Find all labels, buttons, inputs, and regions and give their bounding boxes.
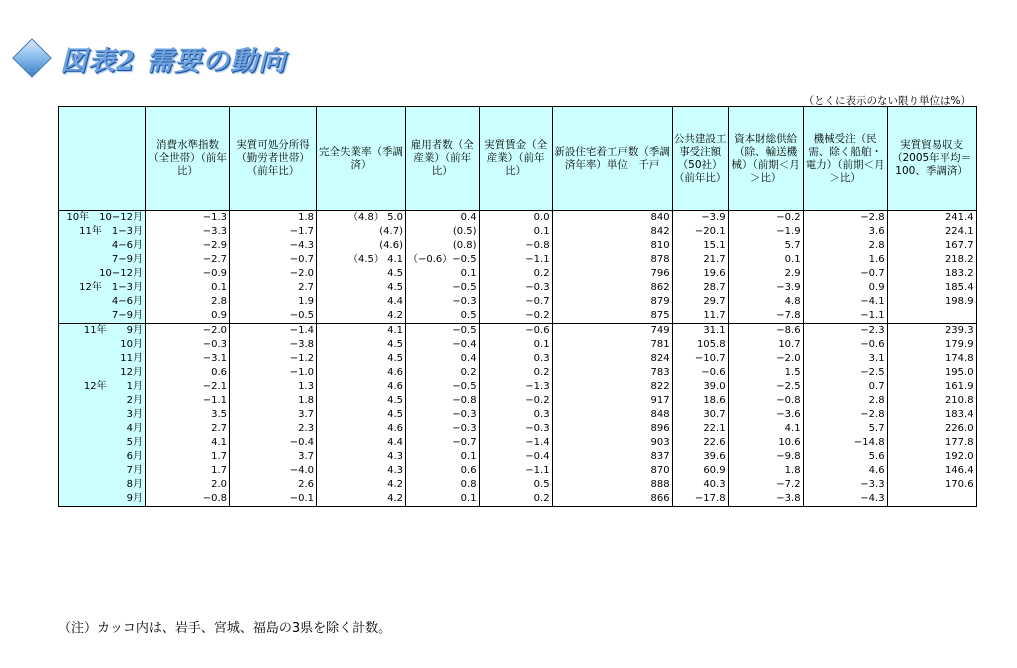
row-label: 4−6月 [59, 239, 146, 253]
table-cell: −8.6 [728, 324, 803, 339]
table-cell: 218.2 [887, 253, 976, 267]
table-cell: 30.7 [672, 408, 728, 422]
table-cell: 179.9 [887, 338, 976, 352]
table-cell: −0.6 [672, 366, 728, 380]
table-cell: 796 [552, 267, 672, 281]
column-header: 雇用者数（全産業）（前年比） [406, 107, 480, 211]
quarterly-body [59, 211, 977, 324]
table-cell: −2.0 [230, 267, 317, 281]
table-cell: 10.6 [728, 436, 803, 450]
table-cell: 2.3 [230, 422, 317, 436]
table-cell: −4.0 [230, 464, 317, 478]
table-cell: −0.7 [230, 253, 317, 267]
table-cell: −0.9 [146, 267, 230, 281]
table-cell: 3.5 [146, 408, 230, 422]
table-cell: 862 [552, 281, 672, 295]
table-cell: 840 [552, 211, 672, 226]
table-row [59, 366, 977, 380]
table-cell: 749 [552, 324, 672, 339]
table-cell: 783 [552, 366, 672, 380]
table-cell: 4.5 [317, 352, 406, 366]
table-cell: −0.4 [230, 436, 317, 450]
table-cell: −4.3 [230, 239, 317, 253]
table-cell: −2.1 [146, 380, 230, 394]
table-cell: 4.4 [317, 436, 406, 450]
table-cell: −1.2 [230, 352, 317, 366]
table-cell: 0.4 [406, 211, 480, 226]
table-cell: 810 [552, 239, 672, 253]
table-cell: −0.5 [406, 380, 480, 394]
column-header: 実質可処分所得（勤労者世帯）（前年比） [230, 107, 317, 211]
table-cell: 2.8 [803, 394, 887, 408]
table-row [59, 211, 977, 226]
table-row [59, 281, 977, 295]
table-cell: 22.1 [672, 422, 728, 436]
table-cell: 18.6 [672, 394, 728, 408]
table-cell: −1.4 [230, 324, 317, 339]
table-cell: 198.9 [887, 295, 976, 309]
table-cell: 2.7 [230, 281, 317, 295]
table-cell: 3.6 [803, 225, 887, 239]
table-cell: −0.8 [146, 492, 230, 507]
table-cell: −1.1 [479, 464, 552, 478]
table-cell: 4.4 [317, 295, 406, 309]
table-cell: 4.5 [317, 394, 406, 408]
diamond-icon [12, 38, 52, 78]
table-cell: 174.8 [887, 352, 976, 366]
column-header: 公共建設工事受注額（50社）（前年比） [672, 107, 728, 211]
table-cell: −1.1 [146, 394, 230, 408]
table-cell: 3.1 [803, 352, 887, 366]
table-cell: (0.5) [406, 225, 480, 239]
table-cell: 0.3 [479, 408, 552, 422]
monthly-body [59, 324, 977, 507]
header-corner [59, 107, 146, 211]
table-cell: 239.3 [887, 324, 976, 339]
table-cell: −0.6 [803, 338, 887, 352]
table-cell: 2.8 [803, 239, 887, 253]
table-cell: −2.8 [803, 408, 887, 422]
table-cell: −0.4 [406, 338, 480, 352]
table-cell: 0.6 [146, 366, 230, 380]
table-row [59, 450, 977, 464]
column-header: 新設住宅着工戸数（季調済年率）単位 千戸 [552, 107, 672, 211]
table-cell: 0.5 [479, 478, 552, 492]
table-cell: −1.0 [230, 366, 317, 380]
row-label: 7−9月 [59, 253, 146, 267]
table-cell: 19.6 [672, 267, 728, 281]
table-cell: 1.7 [146, 450, 230, 464]
table-cell: 4.1 [728, 422, 803, 436]
table-cell: 39.0 [672, 380, 728, 394]
table-cell: 146.4 [887, 464, 976, 478]
table-cell: 226.0 [887, 422, 976, 436]
table-cell: −0.5 [406, 324, 480, 339]
table-cell: −0.1 [230, 492, 317, 507]
row-label: 10年 10−12月 [59, 211, 146, 226]
table-cell: −1.3 [146, 211, 230, 226]
demand-table [58, 106, 977, 507]
table-cell: 185.4 [887, 281, 976, 295]
page-title: 図表2 需要の動向 [60, 45, 287, 77]
table-cell: 210.8 [887, 394, 976, 408]
table-cell: 39.6 [672, 450, 728, 464]
table-cell: −4.3 [803, 492, 887, 507]
table-cell: 0.1 [406, 492, 480, 507]
footnote: （注）カッコ内は、岩手、宮城、福島の3県を除く計数。 [58, 621, 392, 636]
table-cell: 0.0 [479, 211, 552, 226]
table-cell: −0.4 [479, 450, 552, 464]
table-cell: 0.1 [479, 225, 552, 239]
table-cell: 224.1 [887, 225, 976, 239]
row-label: 3月 [59, 408, 146, 422]
table-cell: −9.8 [728, 450, 803, 464]
table-cell: 22.6 [672, 436, 728, 450]
table-cell: （4.8） 5.0 [317, 211, 406, 226]
table-cell: （4.5） 4.1 [317, 253, 406, 267]
table-cell: 4.5 [317, 408, 406, 422]
table-cell: 0.2 [479, 366, 552, 380]
table-cell: −2.3 [803, 324, 887, 339]
table-cell: 183.2 [887, 267, 976, 281]
table-cell: 896 [552, 422, 672, 436]
table-row [59, 239, 977, 253]
row-label: 6月 [59, 450, 146, 464]
column-header: 完全失業率（季調済） [317, 107, 406, 211]
table-cell: 4.6 [317, 422, 406, 436]
table-cell: 4.6 [803, 464, 887, 478]
table-cell: −2.8 [803, 211, 887, 226]
table-cell: 4.1 [317, 324, 406, 339]
row-label: 7−9月 [59, 309, 146, 324]
table-cell: 0.4 [406, 352, 480, 366]
table-cell: −0.5 [406, 281, 480, 295]
row-label: 11年 9月 [59, 324, 146, 339]
row-label: 12年 1−3月 [59, 281, 146, 295]
table-cell: −3.8 [230, 338, 317, 352]
column-header: 消費水準指数（全世帯）（前年比） [146, 107, 230, 211]
table-cell: 888 [552, 478, 672, 492]
table-cell: 4.6 [317, 380, 406, 394]
table-cell: −20.1 [672, 225, 728, 239]
table-cell: −0.8 [728, 394, 803, 408]
table-cell: 4.5 [317, 338, 406, 352]
table-cell: −7.2 [728, 478, 803, 492]
table-cell: −0.3 [479, 422, 552, 436]
table-row [59, 253, 977, 267]
table-cell: −2.5 [728, 380, 803, 394]
table-cell: 2.8 [146, 295, 230, 309]
table-cell: 192.0 [887, 450, 976, 464]
column-header: 実質貿易収支（2005年平均＝100、季調済） [887, 107, 976, 211]
table-cell: 0.9 [146, 309, 230, 324]
table-cell: −1.9 [728, 225, 803, 239]
table-row [59, 267, 977, 281]
table-cell: 4.2 [317, 478, 406, 492]
table-cell: 0.1 [728, 253, 803, 267]
table-row [59, 380, 977, 394]
table-cell: −0.3 [146, 338, 230, 352]
table-cell: −3.6 [728, 408, 803, 422]
table-cell: −3.8 [728, 492, 803, 507]
table-cell: −0.7 [803, 267, 887, 281]
table-cell [887, 492, 976, 507]
row-label: 10月 [59, 338, 146, 352]
table-cell: 15.1 [672, 239, 728, 253]
table-cell: −17.8 [672, 492, 728, 507]
table-cell: 31.1 [672, 324, 728, 339]
table-cell: 11.7 [672, 309, 728, 324]
table-cell: 0.7 [803, 380, 887, 394]
table-cell: −0.2 [479, 309, 552, 324]
table-cell: 10.7 [728, 338, 803, 352]
table-cell: −0.3 [406, 422, 480, 436]
row-label: 7月 [59, 464, 146, 478]
table-cell: 4.2 [317, 492, 406, 507]
table-cell: 195.0 [887, 366, 976, 380]
row-label: 4−6月 [59, 295, 146, 309]
table-cell: 0.9 [803, 281, 887, 295]
row-label: 4月 [59, 422, 146, 436]
table-cell: 917 [552, 394, 672, 408]
table-cell: −0.3 [406, 295, 480, 309]
row-label: 8月 [59, 478, 146, 492]
table-cell: 2.7 [146, 422, 230, 436]
table-cell: −3.1 [146, 352, 230, 366]
table-cell: 21.7 [672, 253, 728, 267]
table-cell: 878 [552, 253, 672, 267]
table-cell: −1.4 [479, 436, 552, 450]
table-cell: 2.6 [230, 478, 317, 492]
table-cell: 1.8 [230, 211, 317, 226]
table-cell: −0.3 [479, 281, 552, 295]
row-label: 2月 [59, 394, 146, 408]
table-cell: 870 [552, 464, 672, 478]
table-cell: 241.4 [887, 211, 976, 226]
table-cell: 0.8 [406, 478, 480, 492]
table-cell: 0.1 [479, 338, 552, 352]
column-header: 実質賃金（全産業）（前年比） [479, 107, 552, 211]
row-label: 10−12月 [59, 267, 146, 281]
table-row [59, 394, 977, 408]
table-cell: 866 [552, 492, 672, 507]
table-cell: −0.7 [406, 436, 480, 450]
table-cell: 1.7 [146, 464, 230, 478]
table-cell: −1.7 [230, 225, 317, 239]
table-cell: −2.0 [728, 352, 803, 366]
table-row [59, 408, 977, 422]
table-cell: 4.6 [317, 366, 406, 380]
unit-note: （とくに表示のない限り単位は%） [803, 95, 971, 107]
table-cell: 0.1 [406, 267, 480, 281]
page-title-block [14, 38, 286, 78]
table-row [59, 338, 977, 352]
table-cell: −10.7 [672, 352, 728, 366]
table-cell: −0.5 [230, 309, 317, 324]
table-cell: −2.0 [146, 324, 230, 339]
table-cell: −2.9 [146, 239, 230, 253]
table-cell: −14.8 [803, 436, 887, 450]
table-cell: −1.1 [803, 309, 887, 324]
column-header: 資本財総供給（除、輸送機械）（前期＜月＞比） [728, 107, 803, 211]
table-cell: 5.6 [803, 450, 887, 464]
table-cell: 1.6 [803, 253, 887, 267]
table-cell: 1.3 [230, 380, 317, 394]
table-cell: 3.7 [230, 450, 317, 464]
table-cell: 848 [552, 408, 672, 422]
table-cell: −0.8 [479, 239, 552, 253]
table-cell: 781 [552, 338, 672, 352]
table-cell: 4.2 [317, 309, 406, 324]
table-cell: −7.8 [728, 309, 803, 324]
table-row [59, 464, 977, 478]
table-row [59, 492, 977, 507]
table-cell: −0.2 [728, 211, 803, 226]
row-label: 12月 [59, 366, 146, 380]
table-cell: 0.2 [406, 366, 480, 380]
table-cell: 183.4 [887, 408, 976, 422]
table-cell: −1.1 [479, 253, 552, 267]
table-cell: （−0.6）−0.5 [406, 253, 480, 267]
table-row [59, 324, 977, 339]
table-cell: −3.9 [672, 211, 728, 226]
table-row [59, 309, 977, 324]
table-cell: 1.5 [728, 366, 803, 380]
row-label: 11年 1−3月 [59, 225, 146, 239]
table-cell: 842 [552, 225, 672, 239]
table-cell: 0.6 [406, 464, 480, 478]
row-label: 5月 [59, 436, 146, 450]
table-row [59, 295, 977, 309]
table-cell: 4.1 [146, 436, 230, 450]
table-cell: 0.2 [479, 492, 552, 507]
table-cell: −0.3 [406, 408, 480, 422]
table-cell: (4.7) [317, 225, 406, 239]
table-cell: 0.3 [479, 352, 552, 366]
table-row [59, 225, 977, 239]
table-cell: −4.1 [803, 295, 887, 309]
table-cell: 29.7 [672, 295, 728, 309]
table-cell: 875 [552, 309, 672, 324]
table-row [59, 352, 977, 366]
table-cell: −1.3 [479, 380, 552, 394]
table-cell: −2.5 [803, 366, 887, 380]
header-row [59, 107, 977, 211]
table-cell: 4.3 [317, 464, 406, 478]
table-cell: 3.7 [230, 408, 317, 422]
table-cell: −3.3 [803, 478, 887, 492]
table-cell: 1.8 [728, 464, 803, 478]
row-label: 12年 1月 [59, 380, 146, 394]
table-cell: 0.1 [406, 450, 480, 464]
table-cell: 2.9 [728, 267, 803, 281]
table-cell: −0.6 [479, 324, 552, 339]
table-row [59, 478, 977, 492]
table-cell: 822 [552, 380, 672, 394]
table-cell: 28.7 [672, 281, 728, 295]
table-cell: 177.8 [887, 436, 976, 450]
row-label: 9月 [59, 492, 146, 507]
table-cell: 0.5 [406, 309, 480, 324]
table-cell: −3.3 [146, 225, 230, 239]
table-cell: −0.8 [406, 394, 480, 408]
table-cell [887, 309, 976, 324]
table-cell: 170.6 [887, 478, 976, 492]
table-cell: 2.0 [146, 478, 230, 492]
table-cell: 837 [552, 450, 672, 464]
table-cell: 161.9 [887, 380, 976, 394]
table-cell: (0.8) [406, 239, 480, 253]
table-cell: 879 [552, 295, 672, 309]
table-cell: 105.8 [672, 338, 728, 352]
table-cell: 4.5 [317, 267, 406, 281]
table-cell: 1.8 [230, 394, 317, 408]
table-cell: 60.9 [672, 464, 728, 478]
table-cell: 824 [552, 352, 672, 366]
table-cell: −0.7 [479, 295, 552, 309]
table-cell: 4.3 [317, 450, 406, 464]
table-cell: 4.8 [728, 295, 803, 309]
table-cell: 167.7 [887, 239, 976, 253]
table-cell: 1.9 [230, 295, 317, 309]
table-row [59, 422, 977, 436]
table-cell: −0.2 [479, 394, 552, 408]
table-cell: 5.7 [728, 239, 803, 253]
table-cell: (4.6) [317, 239, 406, 253]
table-cell: 903 [552, 436, 672, 450]
table-cell: 5.7 [803, 422, 887, 436]
table-cell: −2.7 [146, 253, 230, 267]
table-cell: 4.5 [317, 281, 406, 295]
column-header: 機械受注（民需、除く船舶・電力）（前期＜月＞比） [803, 107, 887, 211]
table-cell: 0.2 [479, 267, 552, 281]
row-label: 11月 [59, 352, 146, 366]
table-cell: 40.3 [672, 478, 728, 492]
table-cell: 0.1 [146, 281, 230, 295]
table-row [59, 436, 977, 450]
table-cell: −3.9 [728, 281, 803, 295]
